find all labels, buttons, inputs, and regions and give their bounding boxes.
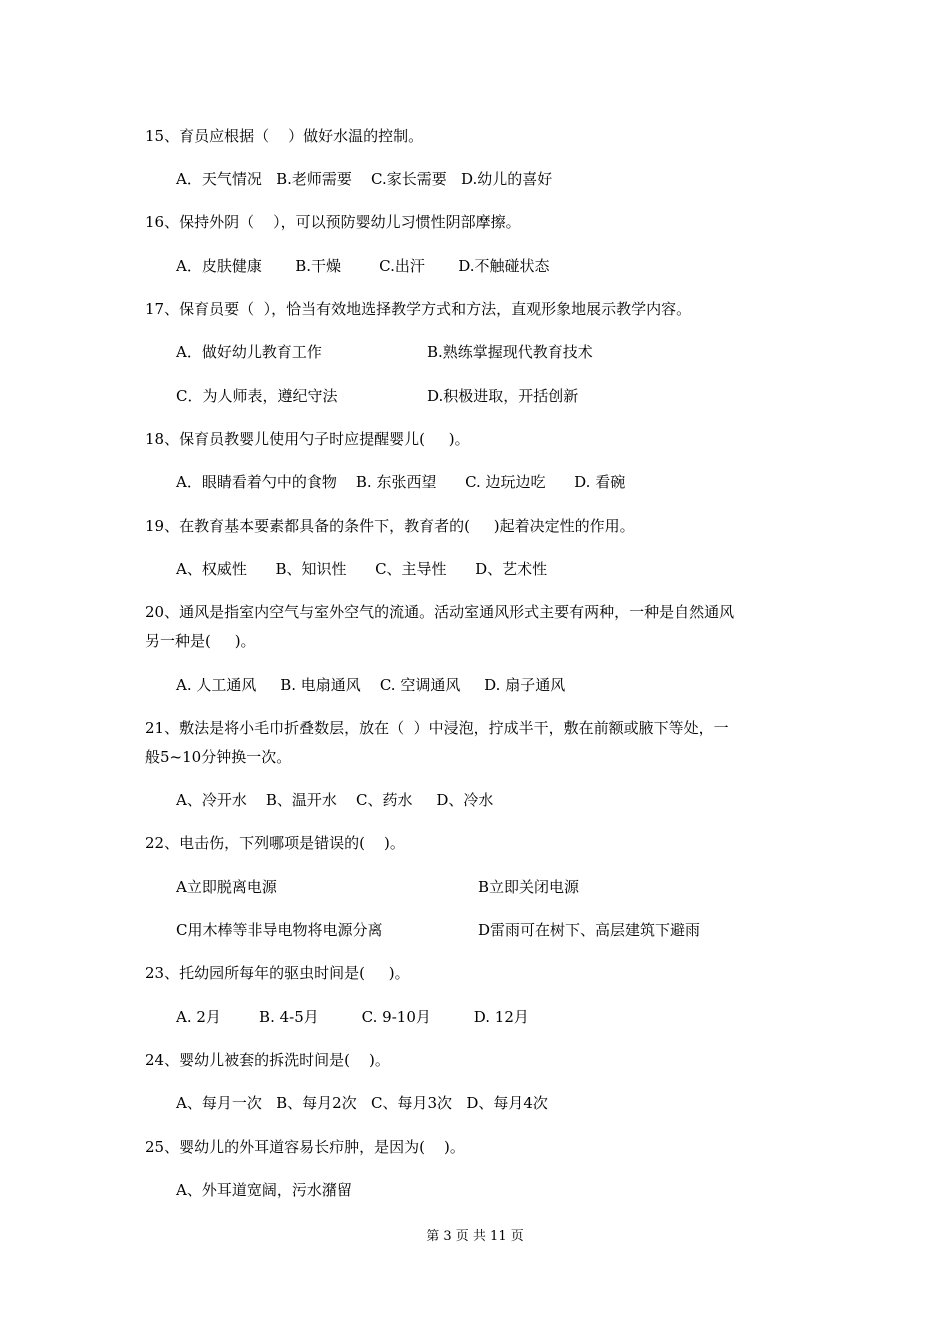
- question-16-options: A．皮肤健康 B.干燥 C.出汗 D.不触碰状态: [176, 257, 550, 275]
- question-20-stem-line-2: 另一种是( )。: [145, 632, 256, 650]
- question-15-stem: 15、育员应根据（ ）做好水温的控制。: [145, 127, 424, 145]
- question-21-stem-line-2: 般5~10分钟换一次。: [145, 748, 292, 766]
- question-23-stem: 23、托幼园所每年的驱虫时间是( )。: [145, 964, 410, 982]
- question-22-option-b: B立即关闭电源: [478, 878, 580, 896]
- question-21-stem-line-1: 21、敷法是将小毛巾折叠数层，放在（ ）中浸泡，拧成半干，敷在前额或腋下等处，一: [145, 719, 729, 737]
- question-24-stem: 24、婴幼儿被套的拆洗时间是( )。: [145, 1051, 390, 1069]
- question-22-option-a: A立即脱离电源: [176, 878, 277, 896]
- question-22-option-c: C用木棒等非导电物将电源分离: [176, 921, 383, 939]
- question-19-options: A、权威性 B、知识性 C、主导性 D、艺术性: [176, 560, 548, 578]
- question-18-options: A．眼睛看着勺中的食物 B. 东张西望 C. 边玩边吃 D. 看碗: [176, 473, 626, 491]
- question-24-options: A、每月一次 B、每月2次 C、每月3次 D、每月4次: [176, 1094, 548, 1112]
- page-number-footer: 第 3 页 共 11 页: [426, 1229, 524, 1244]
- question-17-option-b: B.熟练掌握现代教育技术: [427, 343, 593, 361]
- question-25-stem: 25、婴幼儿的外耳道容易长疖肿，是因为( )。: [145, 1138, 465, 1156]
- question-20-stem-line-1: 20、通风是指室内空气与室外空气的流通。活动室通风形式主要有两种，一种是自然通风: [145, 603, 735, 621]
- question-16-stem: 16、保持外阴（ ），可以预防婴幼儿习惯性阴部摩擦。: [145, 213, 521, 231]
- question-20-options: A. 人工通风 B. 电扇通风 C. 空调通风 D. 扇子通风: [176, 676, 566, 694]
- question-23-options: A. 2月 B. 4-5月 C. 9-10月 D. 12月: [176, 1008, 529, 1026]
- question-22-stem: 22、电击伤，下列哪项是错误的( )。: [145, 834, 405, 852]
- question-21-options: A、冷开水 B、温开水 C、药水 D、冷水: [176, 791, 494, 809]
- question-22-option-d: D雷雨可在树下、高层建筑下避雨: [478, 921, 701, 939]
- question-17-option-d: D.积极进取，开括创新: [427, 387, 579, 405]
- question-17-option-c: C．为人师表，遵纪守法: [176, 387, 338, 405]
- question-19-stem: 19、在教育基本要素都具备的条件下，教育者的( )起着决定性的作用。: [145, 517, 635, 535]
- question-18-stem: 18、保育员教婴儿使用勺子时应提醒婴儿( )。: [145, 430, 470, 448]
- question-17-option-a: A．做好幼儿教育工作: [176, 343, 322, 361]
- question-17-stem: 17、保育员要（ ），恰当有效地选择教学方式和方法，直观形象地展示教学内容。: [145, 300, 692, 318]
- question-15-options: A．天气情况 B.老师需要 C.家长需要 D.幼儿的喜好: [176, 170, 553, 188]
- question-25-option-a: A、外耳道宽阔，污水潴留: [176, 1181, 352, 1199]
